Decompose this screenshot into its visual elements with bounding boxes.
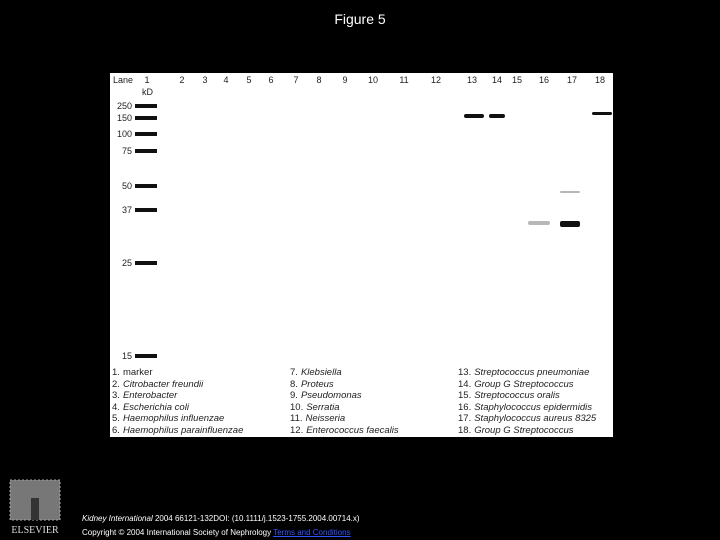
legend-number: 3. xyxy=(112,390,120,402)
legend-item xyxy=(458,402,592,413)
legend-item xyxy=(290,379,334,390)
legend-name: Streptococcus pneumoniae xyxy=(474,367,590,378)
legend-number: 8. xyxy=(290,378,298,390)
legend-item xyxy=(458,390,560,401)
legend-number: 10. xyxy=(290,401,304,413)
legend-number: 17. xyxy=(458,413,472,425)
legend-name: Enterobacter xyxy=(122,390,178,402)
legend-number: 12. xyxy=(290,425,304,436)
lane-label: 13 xyxy=(466,75,478,85)
legend-name: Streptococcus oralis xyxy=(474,390,560,402)
copyright-line xyxy=(82,528,351,537)
lane-label: 11 xyxy=(399,75,409,85)
legend-name: Citrobacter freundii xyxy=(122,378,204,390)
marker-band xyxy=(135,354,157,358)
protein-band xyxy=(560,221,580,227)
lane-label: 7 xyxy=(293,75,299,85)
legend-item xyxy=(290,402,339,413)
legend-item xyxy=(112,390,177,401)
marker-band xyxy=(135,132,157,136)
marker-label: 25 xyxy=(121,258,132,268)
legend-number: 7. xyxy=(290,367,298,378)
marker-label: 75 xyxy=(121,146,132,156)
lane-label: 9 xyxy=(342,75,348,85)
svg-text:ELSEVIER: ELSEVIER xyxy=(11,525,59,536)
lane-label: 17 xyxy=(566,75,578,85)
lane-label: 18 xyxy=(594,75,606,85)
marker-label: 250 xyxy=(116,101,132,111)
lane-label: 1 xyxy=(144,75,150,85)
legend-item xyxy=(458,379,574,390)
lane-header: Lane xyxy=(113,75,134,85)
legend-number: 2. xyxy=(112,378,120,390)
legend-number: 5. xyxy=(112,413,120,425)
marker-band xyxy=(135,104,157,108)
kd-unit-label: kD xyxy=(142,87,153,97)
lane-label: 16 xyxy=(538,75,550,85)
legend-name: Serratia xyxy=(306,401,340,413)
protein-band xyxy=(560,191,580,193)
marker-band xyxy=(135,149,157,153)
legend-name: Staphylococcus aureus 8325 xyxy=(474,413,597,425)
legend-name: Staphylococcus epidermidis xyxy=(474,401,592,413)
legend-name: Neisseria xyxy=(305,413,346,425)
marker-label: 37 xyxy=(121,205,132,215)
lane-label: 5 xyxy=(246,75,252,85)
marker-label: 150 xyxy=(116,113,132,123)
legend-item xyxy=(112,425,243,436)
legend-number: 16. xyxy=(458,401,472,413)
lane-label: 6 xyxy=(268,75,274,85)
protein-band xyxy=(464,114,484,118)
legend-number: 14. xyxy=(458,378,472,390)
legend-item xyxy=(290,413,345,424)
legend-name: Escherichia coli xyxy=(122,401,189,413)
protein-band xyxy=(489,114,505,118)
protein-band xyxy=(528,221,550,225)
marker-label: 15 xyxy=(121,351,132,361)
legend-number: 18. xyxy=(458,425,472,436)
lane-label: 4 xyxy=(223,75,229,85)
legend-item xyxy=(112,379,203,390)
journal-name: Kidney International xyxy=(82,514,153,523)
elsevier-logo-tree-icon xyxy=(6,478,64,536)
legend-name: Haemophilus parainfluenzae xyxy=(122,425,244,436)
marker-band xyxy=(135,261,157,265)
citation-line xyxy=(82,514,360,523)
legend-name: Proteus xyxy=(300,378,334,390)
legend-number: 6. xyxy=(112,425,120,436)
legend-item xyxy=(290,367,342,378)
citation-text: 2004 66121-132DOI: (10.1111/j.1523-1755.2004.00714.x) xyxy=(152,514,360,523)
legend-name: Group G Streptococcus xyxy=(474,378,574,390)
marker-band xyxy=(135,184,157,188)
legend-name: Haemophilus influenzae xyxy=(122,413,225,425)
legend-item xyxy=(112,367,153,378)
lane-label: 3 xyxy=(202,75,208,85)
legend-item xyxy=(290,425,399,436)
legend-item xyxy=(458,367,589,378)
legend-number: 15. xyxy=(458,390,472,402)
protein-band xyxy=(592,112,612,115)
legend-item xyxy=(458,425,574,436)
legend-number: 11. xyxy=(290,413,303,425)
legend-number: 1. xyxy=(112,367,120,378)
lane-label: 12 xyxy=(430,75,442,85)
marker-band xyxy=(135,116,157,120)
legend-name: marker xyxy=(122,367,153,378)
legend-item xyxy=(112,402,189,413)
marker-label: 100 xyxy=(116,129,132,139)
lane-label: 10 xyxy=(367,75,379,85)
lane-label: 15 xyxy=(511,75,523,85)
figure-title: Figure 5 xyxy=(334,11,386,27)
lane-label: 14 xyxy=(491,75,503,85)
lane-label: 8 xyxy=(316,75,322,85)
legend-name: Pseudomonas xyxy=(300,390,362,402)
legend-item xyxy=(290,390,362,401)
marker-band xyxy=(135,208,157,212)
terms-link[interactable]: Terms and Conditions xyxy=(273,528,351,537)
legend-number: 4. xyxy=(112,401,120,413)
legend-name: Group G Streptococcus xyxy=(474,425,574,436)
legend-number: 13. xyxy=(458,367,472,378)
lane-label: 2 xyxy=(179,75,185,85)
legend-item xyxy=(458,413,596,424)
legend-name: Enterococcus faecalis xyxy=(306,425,399,436)
copyright-text: Copyright © 2004 International Society of Nephrology xyxy=(82,528,274,537)
legend-item xyxy=(112,413,224,424)
legend-number: 9. xyxy=(290,390,298,402)
marker-label: 50 xyxy=(121,181,132,191)
legend-name: Klebsiella xyxy=(300,367,342,378)
